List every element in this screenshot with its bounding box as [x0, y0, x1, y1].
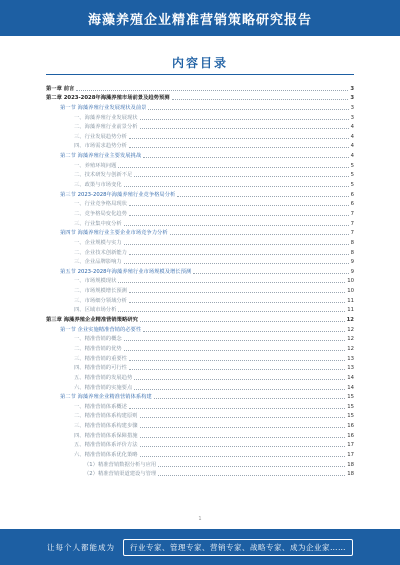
toc-entry-page: 7: [350, 210, 354, 217]
toc-leader-dots: [124, 244, 349, 245]
toc-entry-text: 四、精准营销的可行性: [74, 365, 127, 372]
toc-entry-page: 5: [350, 172, 354, 179]
toc-entry-page: 4: [350, 133, 354, 140]
toc-entry-text: 四、市场需求趋势分析: [74, 143, 127, 150]
toc-entry-text: 二、海藻养殖行业前景分析: [74, 124, 138, 131]
table-of-contents: [46, 82, 354, 477]
toc-leader-dots: [124, 340, 346, 341]
toc-entry[interactable]: [46, 275, 354, 285]
toc-leader-dots: [129, 254, 349, 255]
toc-leader-dots: [134, 389, 345, 390]
toc-entry-text: 三、行业集中度分析: [74, 220, 122, 227]
toc-entry[interactable]: [46, 121, 354, 131]
toc-entry[interactable]: [46, 352, 354, 362]
toc-leader-dots: [76, 90, 348, 91]
toc-leader-dots: [129, 215, 349, 216]
toc-entry[interactable]: [46, 323, 354, 333]
toc-entry-page: 3: [350, 114, 354, 121]
toc-leader-dots: [177, 196, 348, 197]
toc-entry[interactable]: [46, 256, 354, 266]
toc-entry-page: 7: [350, 220, 354, 227]
toc-entry-page: 4: [350, 153, 354, 160]
toc-leader-dots: [172, 99, 349, 100]
toc-entry-page: 9: [350, 268, 354, 275]
toc-entry[interactable]: [46, 92, 354, 102]
toc-entry[interactable]: [46, 188, 354, 198]
toc-leader-dots: [193, 273, 348, 274]
toc-entry-text: （2）精准营销渠道建设与管理: [84, 471, 157, 478]
toc-entry-text: 一、行业竞争格局现状: [74, 201, 127, 208]
toc-leader-dots: [118, 311, 345, 312]
toc-entry-text: 二、企业技术创新能力: [74, 249, 127, 256]
toc-entry-text: 第一章 前言: [46, 85, 75, 92]
toc-entry-page: 14: [347, 374, 354, 381]
toc-entry[interactable]: [46, 429, 354, 439]
toc-entry-text: 一、企业规模与实力: [74, 239, 122, 246]
toc-entry[interactable]: [46, 82, 354, 92]
toc-leader-dots: [124, 263, 349, 264]
toc-entry-page: 10: [347, 288, 354, 295]
toc-entry[interactable]: [46, 130, 354, 140]
toc-entry-page: 15: [347, 403, 354, 410]
toc-entry[interactable]: [46, 101, 354, 111]
toc-entry-page: 18: [347, 471, 354, 478]
toc-leader-dots: [140, 321, 345, 322]
toc-entry-page: 18: [347, 461, 354, 468]
page-number: 1: [198, 516, 202, 522]
toc-leader-dots: [140, 437, 346, 438]
toc-entry-text: 三、政策与市场变化: [74, 182, 122, 189]
toc-leader-dots: [140, 417, 346, 418]
toc-entry-text: 二、精准营销的优势: [74, 345, 122, 352]
toc-entry-text: 五、精准营销体系评价方法: [74, 442, 138, 449]
toc-entry-page: 13: [347, 355, 354, 362]
toc-leader-dots: [143, 157, 348, 158]
toc-leader-dots: [129, 360, 345, 361]
toc-entry[interactable]: [46, 448, 354, 458]
toc-entry-page: 12: [347, 326, 354, 333]
toc-entry[interactable]: [46, 246, 354, 256]
toc-entry[interactable]: [46, 159, 354, 169]
toc-entry[interactable]: [46, 362, 354, 372]
toc-entry-page: 11: [347, 307, 354, 314]
toc-entry-text: 第二节 海藻养殖企业精准营销体系构建: [60, 394, 152, 401]
toc-entry[interactable]: [46, 468, 354, 478]
toc-entry-text: 四、区域市场分析: [74, 307, 117, 314]
toc-entry-text: 第二节 海藻养殖行业主要发展挑战: [60, 153, 142, 160]
toc-entry[interactable]: [46, 458, 354, 468]
toc-leader-dots: [140, 119, 349, 120]
toc-leader-dots: [154, 398, 346, 399]
toc-entry-text: 第一节 海藻养殖行业发展现状及前景: [60, 104, 147, 111]
toc-entry-text: 四、精准营销体系保障措施: [74, 432, 138, 439]
toc-entry-text: 一、养殖环境问题: [74, 162, 117, 169]
toc-entry-page: 16: [347, 432, 354, 439]
toc-entry[interactable]: [46, 217, 354, 227]
toc-entry-text: 二、市场规模增长预测: [74, 288, 127, 295]
toc-leader-dots: [140, 456, 346, 457]
toc-entry-page: 5: [350, 182, 354, 189]
toc-leader-dots: [129, 408, 345, 409]
report-title: 海藻养殖企业精准营销策略研究报告: [87, 12, 312, 28]
toc-leader-dots: [140, 427, 346, 428]
toc-entry[interactable]: [46, 198, 354, 208]
toc-entry[interactable]: [46, 313, 354, 323]
toc-leader-dots: [129, 138, 349, 139]
toc-entry-text: 一、市场规模现状: [74, 278, 117, 285]
toc-leader-dots: [158, 475, 345, 476]
toc-leader-dots: [129, 292, 345, 293]
footer-banner: [0, 529, 400, 565]
toc-entry-text: 第三章 海藻养殖企业精准营销策略研究: [46, 317, 138, 324]
footer-slogan: 让每个人都能成为: [47, 542, 115, 552]
toc-leader-dots: [134, 176, 348, 177]
toc-entry-page: 12: [347, 345, 354, 352]
toc-entry[interactable]: [46, 419, 354, 429]
toc-entry-page: 3: [350, 104, 354, 111]
footer-roles: 行业专家、管理专家、营销专家、战略专家、成为企业家……: [123, 539, 353, 556]
toc-entry-page: 10: [347, 278, 354, 285]
toc-leader-dots: [140, 446, 346, 447]
toc-leader-dots: [124, 350, 346, 351]
toc-entry-page: 15: [347, 413, 354, 420]
toc-entry-page: 7: [350, 230, 354, 237]
toc-entry[interactable]: [46, 178, 354, 188]
toc-leader-dots: [170, 234, 349, 235]
toc-entry-page: 14: [347, 384, 354, 391]
toc-entry-text: 五、精准营销的发展趋势: [74, 374, 133, 381]
toc-entry[interactable]: [46, 391, 354, 401]
toc-entry-text: 三、精准营销体系构建步骤: [74, 423, 138, 430]
toc-leader-dots: [118, 282, 345, 283]
toc-entry-text: 三、精准营销的重要性: [74, 355, 127, 362]
toc-entry[interactable]: [46, 207, 354, 217]
toc-entry-page: 12: [346, 317, 354, 324]
toc-entry-page: 8: [350, 249, 354, 256]
toc-entry[interactable]: [46, 265, 354, 275]
toc-entry-text: 二、竞争格局变化趋势: [74, 210, 127, 217]
toc-divider: [46, 74, 354, 75]
toc-entry-text: 一、精准营销体系概述: [74, 403, 127, 410]
toc-leader-dots: [148, 109, 348, 110]
toc-entry-text: 一、海藻养殖行业发展现状: [74, 114, 138, 121]
toc-entry[interactable]: [46, 371, 354, 381]
header-banner: [0, 0, 400, 36]
toc-entry[interactable]: [46, 333, 354, 343]
toc-entry-text: 六、精准营销的实施要点: [74, 384, 133, 391]
toc-entry[interactable]: [46, 111, 354, 121]
toc-entry-text: 三、企业品牌影响力: [74, 259, 122, 266]
toc-entry[interactable]: [46, 439, 354, 449]
toc-entry-page: 17: [347, 442, 354, 449]
toc-entry-text: 六、精准营销体系优化策略: [74, 451, 138, 458]
toc-leader-dots: [129, 302, 345, 303]
toc-entry[interactable]: [46, 342, 354, 352]
toc-leader-dots: [118, 167, 348, 168]
toc-entry-page: 8: [350, 239, 354, 246]
toc-entry-page: 9: [350, 259, 354, 266]
toc-entry-text: 第二章 2023-2028年海藻养殖市场前景及趋势预测: [46, 95, 170, 102]
toc-entry[interactable]: [46, 294, 354, 304]
toc-entry-page: 6: [350, 201, 354, 208]
toc-entry-text: 二、技术研发与创新不足: [74, 172, 133, 179]
toc-entry-page: 17: [347, 451, 354, 458]
toc-leader-dots: [140, 128, 349, 129]
toc-entry[interactable]: [46, 227, 354, 237]
toc-leader-dots: [134, 379, 345, 380]
toc-entry-page: 16: [347, 423, 354, 430]
toc-entry-text: 第四节 海藻养殖行业主要企业市场竞争力分析: [60, 230, 168, 237]
toc-entry-text: 二、精准营销体系构建原则: [74, 413, 138, 420]
toc-entry[interactable]: [46, 400, 354, 410]
toc-entry-page: 3: [350, 85, 354, 92]
toc-entry[interactable]: [46, 304, 354, 314]
toc-entry-page: 4: [350, 143, 354, 150]
toc-entry-text: （1）精准营销数据分析与应用: [84, 461, 157, 468]
toc-entry[interactable]: [46, 381, 354, 391]
toc-title: 内容目录: [171, 56, 228, 70]
toc-leader-dots: [158, 466, 345, 467]
toc-entry-page: 11: [347, 297, 354, 304]
toc-entry-text: 第五节 2023-2028年海藻养殖行业市场规模及增长预测: [60, 268, 192, 275]
toc-entry-page: 13: [347, 365, 354, 372]
toc-entry-text: 一、精准营销的概念: [74, 336, 122, 343]
toc-entry[interactable]: [46, 236, 354, 246]
toc-entry-page: 6: [350, 191, 354, 198]
toc-entry[interactable]: [46, 149, 354, 159]
toc-entry-text: 三、行业发展趋势分析: [74, 133, 127, 140]
toc-entry-text: 三、市场细分领域分析: [74, 297, 127, 304]
toc-leader-dots: [124, 225, 349, 226]
toc-leader-dots: [129, 369, 345, 370]
toc-entry-page: 12: [347, 336, 354, 343]
toc-entry-page: 15: [347, 394, 354, 401]
toc-entry[interactable]: [46, 410, 354, 420]
toc-leader-dots: [129, 205, 349, 206]
toc-entry-page: 4: [350, 124, 354, 131]
toc-entry-page: 5: [350, 162, 354, 169]
toc-leader-dots: [124, 186, 349, 187]
toc-entry-text: 第一节 企业实施精准营销的必要性: [60, 326, 142, 333]
toc-entry[interactable]: [46, 140, 354, 150]
toc-entry-text: 第三节 2023-2028年海藻养殖行业竞争格局分析: [60, 191, 176, 198]
toc-entry[interactable]: [46, 169, 354, 179]
toc-entry[interactable]: [46, 284, 354, 294]
toc-leader-dots: [143, 331, 345, 332]
toc-entry-page: 3: [350, 95, 354, 102]
toc-leader-dots: [129, 147, 349, 148]
